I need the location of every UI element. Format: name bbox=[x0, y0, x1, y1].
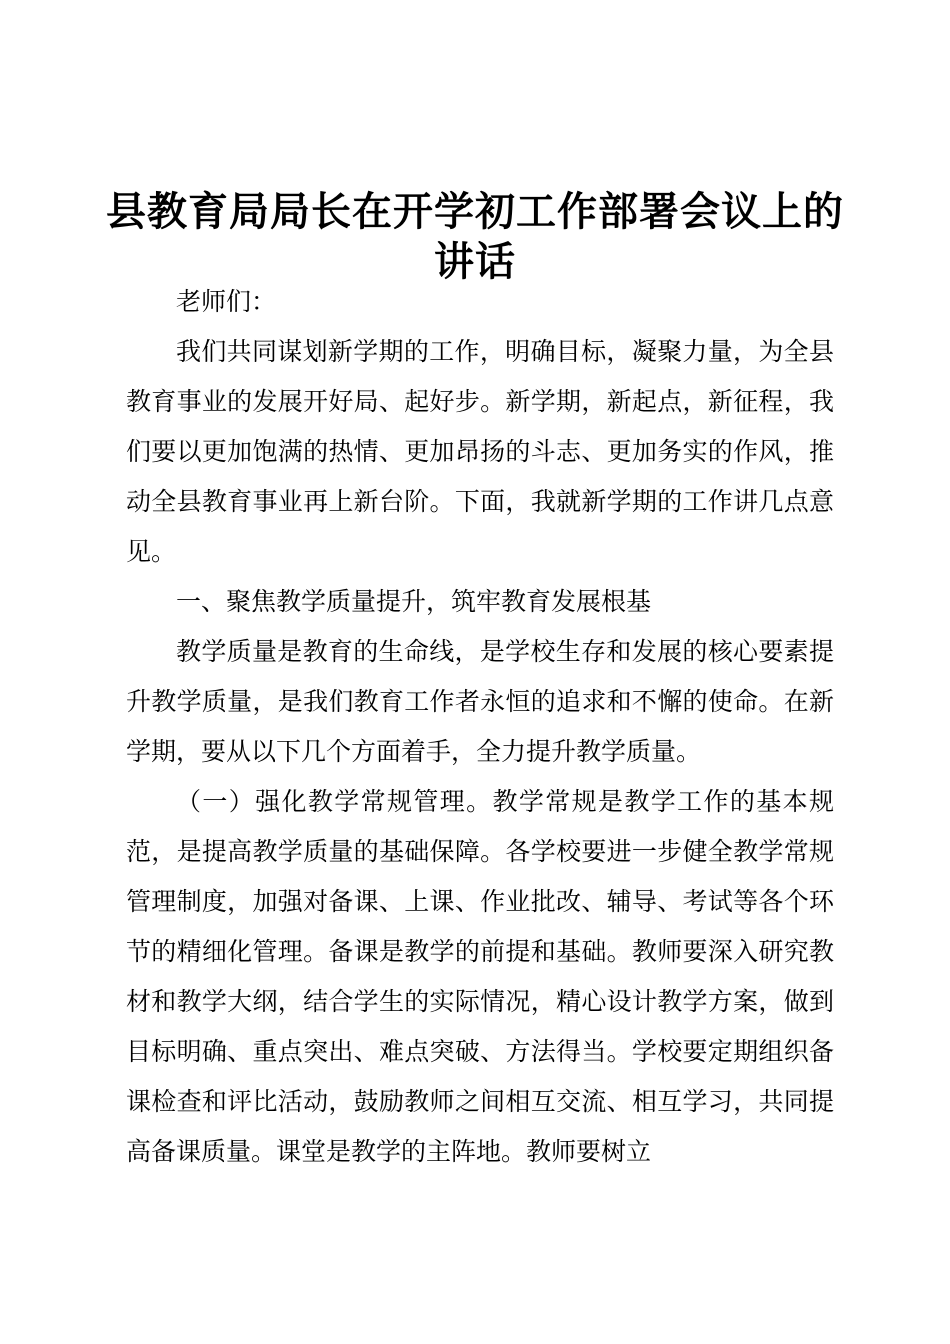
document-title: 县教育局局长在开学初工作部署会议上的讲话 bbox=[106, 188, 844, 285]
intro-paragraph: 我们共同谋划新学期的工作，明确目标，凝聚力量，为全县教育事业的发展开好局、起好步。新学期，新起点，新征程，我们要以更加饱满的热情、更加昂扬的斗志、更加务实的作风，推动全县教育事业再上新台阶。下面，我就新学期的工作讲几点意见。 bbox=[126, 337, 834, 566]
section-paragraph: 教学质量是教育的生命线，是学校生存和发展的核心要素提升教学质量，是我们教育工作者永恒的追求和不懈的使命。在新学期，要从以下几个方面着手，全力提升教学质量。 bbox=[126, 637, 834, 766]
salutation: 老师们： bbox=[176, 287, 277, 316]
document-body bbox=[126, 277, 834, 1177]
section-paragraph: （一）强化教学常规管理。教学常规是教学工作的基本规范，是提高教学质量的基础保障。各学校要进一步健全教学常规管理制度，加强对备课、上课、作业批改、辅导、考试等各个环节的精细化管理。备课是教学的前提和基础。教师要深入研究教材和教学大纲，结合学生的实际情况，精心设计教学方案，做到目标明确、重点突出、难点突破、方法得当。学校要定期组织备课检查和评比活动，鼓励教师之间相互交流、相互学习，共同提高备课质量。课堂是教学的主阵地。教师要树立 bbox=[126, 787, 834, 1166]
section-heading: 一、聚焦教学质量提升，筑牢教育发展根基 bbox=[176, 587, 652, 616]
